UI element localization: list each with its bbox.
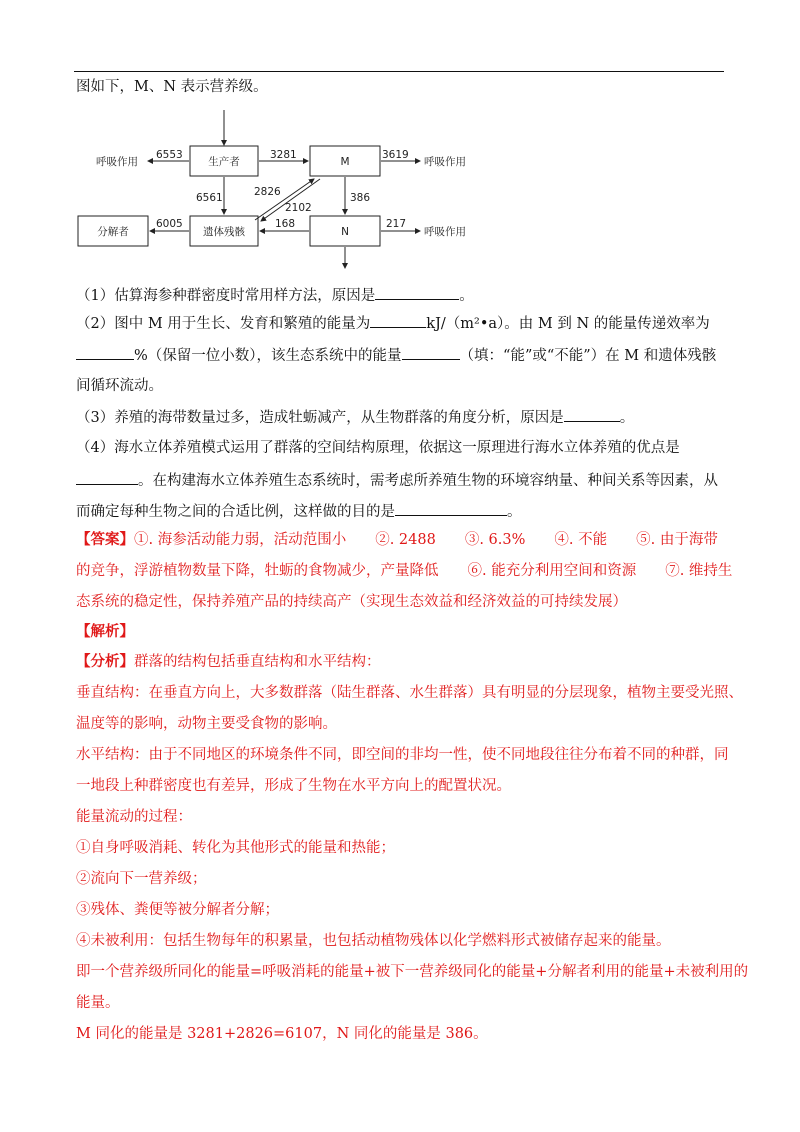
question-2-line-3: 间循环流动。 <box>76 378 163 394</box>
analysis-line-11: 即一个营养级所同化的能量=呼吸消耗的能量+被下一营养级同化的能量+分解者利用的能量+未被利用的 <box>76 964 749 980</box>
value-386: 386 <box>350 192 371 204</box>
analysis-line-5: 一地段上种群密度也有差异，形成了生物在水平方向上的配置状况。 <box>76 778 511 794</box>
question-1: （1）估算海参种群密度时常用样方法，原因是 。 <box>76 285 474 306</box>
value-217: 217 <box>386 218 407 230</box>
analysis-line-4: 水平结构：由于不同地区的环境条件不同，即空间的非均一性，使不同地段往往分布着不同的种群，同 <box>76 747 729 763</box>
question-3: （3）养殖的海带数量过多，造成牡蛎减产，从生物群落的角度分析，原因是 。 <box>76 407 634 428</box>
question-2-line-1: （2）图中 M 用于生长、发育和繁殖的能量为 kJ/（m²•a）。由 M 到 N 的能量传递效率为 <box>76 313 710 334</box>
answer-blank-7[interactable] <box>395 501 507 516</box>
value-6005: 6005 <box>156 218 183 230</box>
answer-blank-6[interactable] <box>76 470 138 485</box>
analysis-line-3: 温度等的影响，动物主要受食物的影响。 <box>76 716 337 732</box>
analysis-line-1: 【分析】群落的结构包括垂直结构和水平结构： <box>76 653 381 670</box>
analysis-line-13: M 同化的能量是 3281+2826=6107，N 同化的能量是 386。 <box>76 1026 488 1042</box>
answer-blank-1[interactable] <box>375 285 459 300</box>
answer-line-2: 的竞争，浮游植物数量下降，牡蛎的食物减少，产量降低 ⑥. 能充分利用空间和资源 ⑦. 维持生 <box>76 563 733 579</box>
value-6553: 6553 <box>156 149 183 161</box>
value-2102: 2102 <box>285 202 312 214</box>
value-168: 168 <box>275 218 296 230</box>
analysis-line-8: ②流向下一营养级； <box>76 871 207 887</box>
intro-text: 图如下，M、N 表示营养级。 <box>76 79 268 95</box>
analysis-line-9: ③残体、粪便等被分解者分解； <box>76 902 279 918</box>
respiration-label-n: 呼吸作用 <box>424 226 466 238</box>
analysis-line-2: 垂直结构：在垂直方向上，大多数群落（陆生群落、水生群落）具有明显的分层现象，植物主要受光照、 <box>76 685 743 701</box>
energy-flow-diagram <box>70 108 490 273</box>
analysis-label: 【解析】 <box>76 623 134 640</box>
question-4-line-1: （4）海水立体养殖模式运用了群落的空间结构原理，依据这一原理进行海水立体养殖的优点是 <box>76 440 680 456</box>
decomposer-label: 分解者 <box>97 226 129 238</box>
header-rule <box>74 71 724 72</box>
producer-label: 生产者 <box>208 156 240 168</box>
answer-blank-3[interactable] <box>76 345 134 360</box>
answer-blank-5[interactable] <box>564 407 620 422</box>
respiration-label-producer: 呼吸作用 <box>96 156 138 168</box>
value-6561: 6561 <box>196 192 223 204</box>
answer-line-1: 【答案】①. 海参活动能力弱，活动范围小 ②. 2488 ③. 6.3% ④. 不能 ⑤. 由于海带 <box>76 531 718 548</box>
value-2826: 2826 <box>254 186 281 198</box>
analysis-line-7: ①自身呼吸消耗、转化为其他形式的能量和热能； <box>76 840 395 856</box>
answer-label: 【答案】 <box>76 531 134 548</box>
analysis-line-6: 能量流动的过程： <box>76 809 192 825</box>
value-3281: 3281 <box>270 149 297 161</box>
answer-blank-2[interactable] <box>370 313 426 328</box>
remains-label: 遗体残骸 <box>203 226 245 238</box>
analysis-line-12: 能量。 <box>76 995 120 1011</box>
n-label: N <box>341 226 349 238</box>
m-label: M <box>340 156 350 168</box>
question-4-line-2: 。在构建海水立体养殖生态系统时，需考虑所养殖生物的环境容纳量、种间关系等因素，从 <box>76 470 718 491</box>
answer-line-3: 态系统的稳定性，保持养殖产品的持续高产（实现生态效益和经济效益的可持续发展） <box>76 594 627 610</box>
answer-blank-4[interactable] <box>402 345 460 360</box>
respiration-label-m: 呼吸作用 <box>424 156 466 168</box>
question-2-line-2: %（保留一位小数），该生态系统中的能量 （填：“能”或“不能”）在 M 和遗体残骸 <box>76 345 716 366</box>
value-3619: 3619 <box>382 149 409 161</box>
analysis-line-10: ④未被利用：包括生物每年的积累量，也包括动植物残体以化学燃料形式被储存起来的能量。 <box>76 933 671 949</box>
question-4-line-3: 而确定每种生物之间的合适比例，这样做的目的是 。 <box>76 501 522 522</box>
